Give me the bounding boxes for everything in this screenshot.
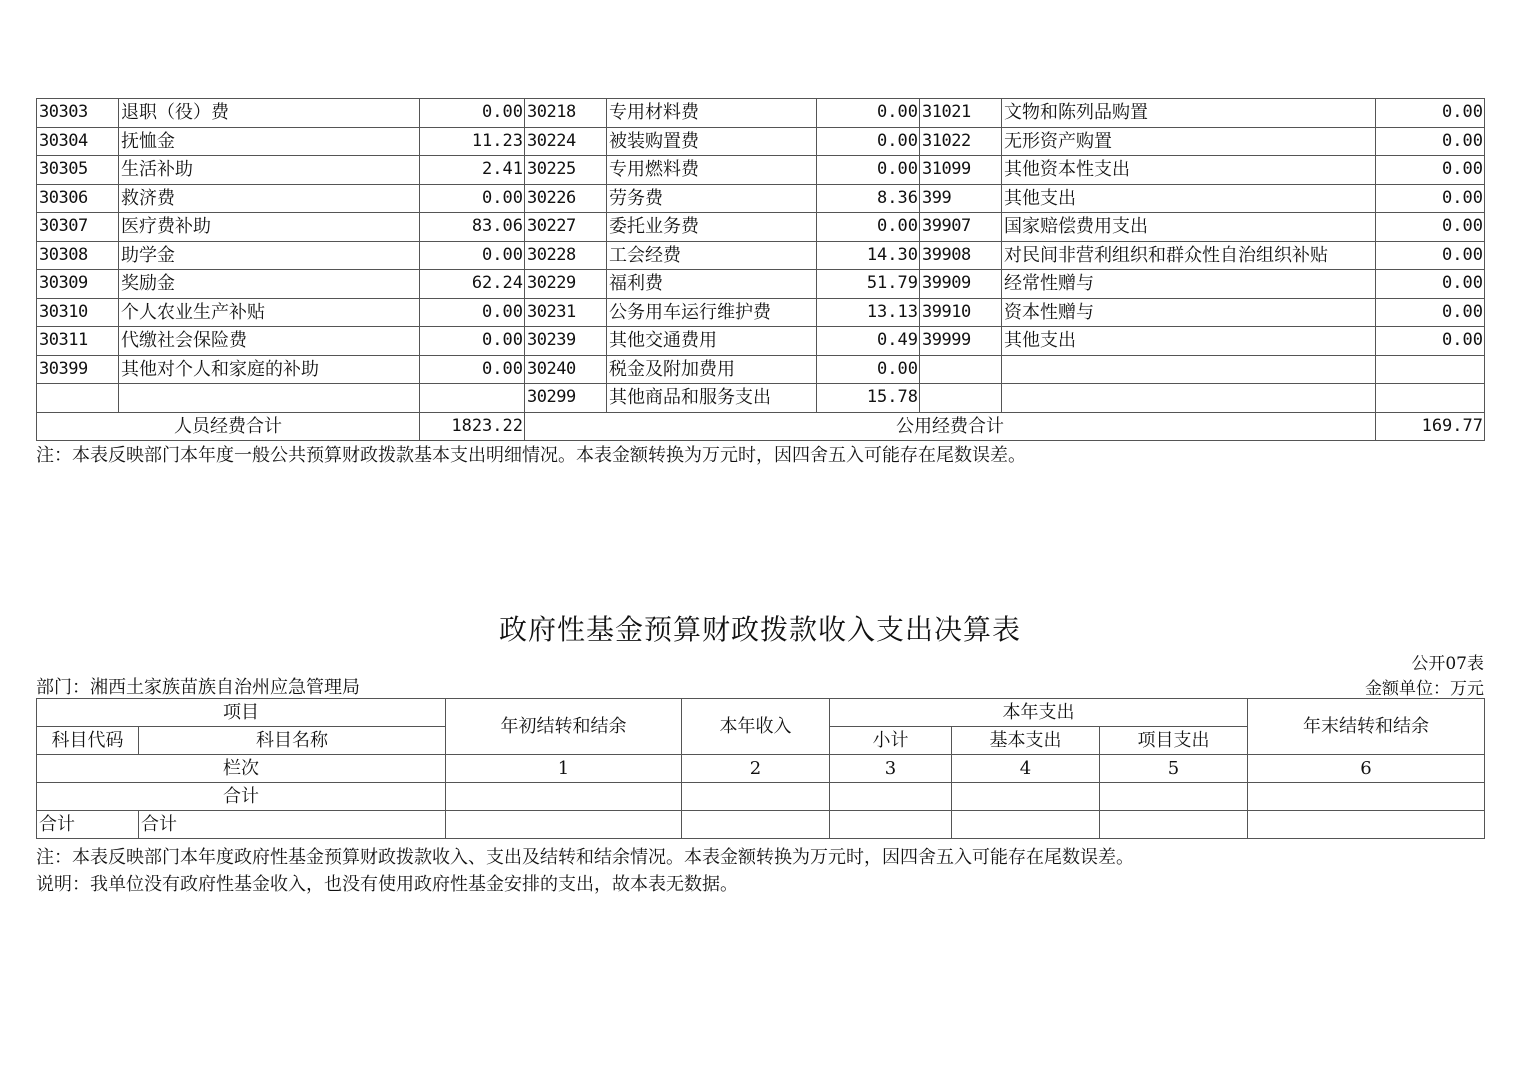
col-num: 1	[446, 755, 682, 783]
public-item: 劳务费	[607, 184, 817, 213]
public-amount: 0.00	[817, 355, 920, 384]
public-item: 被装购置费	[607, 127, 817, 156]
capital-code: 399	[920, 184, 1002, 213]
capital-code: 31022	[920, 127, 1002, 156]
capital-code	[920, 355, 1002, 384]
table-row	[37, 355, 1485, 384]
header-subtotal: 小计	[830, 727, 952, 755]
empty-cell	[1100, 811, 1248, 839]
capital-amount: 0.00	[1376, 156, 1485, 185]
page-title: 政府性基金预算财政拨款收入支出决算表	[498, 613, 1021, 646]
public-amount: 0.00	[817, 156, 920, 185]
public-code: 30239	[525, 327, 607, 356]
total-label: 合计	[37, 783, 446, 811]
table-row	[37, 99, 1485, 128]
empty-cell	[446, 811, 682, 839]
header-basic: 基本支出	[952, 727, 1100, 755]
table-row	[37, 384, 1485, 413]
capital-item	[1002, 355, 1376, 384]
header-end-balance: 年末结转和结余	[1248, 699, 1485, 755]
empty-cell	[1248, 783, 1485, 811]
public-amount: 0.00	[817, 127, 920, 156]
capital-amount: 0.00	[1376, 241, 1485, 270]
header-begin-balance: 年初结转和结余	[446, 699, 682, 755]
personnel-amount: 0.00	[420, 298, 525, 327]
public-item: 其他交通费用	[607, 327, 817, 356]
capital-item: 无形资产购置	[1002, 127, 1376, 156]
capital-item: 对民间非营利组织和群众性自治组织补贴	[1002, 241, 1376, 270]
column-label: 栏次	[37, 755, 446, 783]
capital-item: 经常性赠与	[1002, 270, 1376, 299]
capital-amount	[1376, 384, 1485, 413]
capital-amount: 0.00	[1376, 270, 1485, 299]
header-item: 项目	[37, 699, 446, 727]
empty-cell	[682, 783, 830, 811]
capital-item: 文物和陈列品购置	[1002, 99, 1376, 128]
government-fund-table	[36, 698, 1485, 839]
personnel-item: 代缴社会保险费	[119, 327, 420, 356]
personnel-item: 抚恤金	[119, 127, 420, 156]
table-row	[37, 127, 1485, 156]
personnel-amount: 2.41	[420, 156, 525, 185]
table1-note: 注：本表反映部门本年度一般公共预算财政拨款基本支出明细情况。本表金额转换为万元时，因四舍五入可能存在尾数误差。	[36, 445, 1026, 466]
personnel-code: 30304	[37, 127, 119, 156]
personnel-amount	[420, 384, 525, 413]
personnel-amount: 11.23	[420, 127, 525, 156]
personnel-amount: 0.00	[420, 99, 525, 128]
public-code: 30228	[525, 241, 607, 270]
capital-item	[1002, 384, 1376, 413]
personnel-amount: 0.00	[420, 241, 525, 270]
personnel-code: 30311	[37, 327, 119, 356]
header-expense: 本年支出	[830, 699, 1248, 727]
public-amount: 15.78	[817, 384, 920, 413]
public-code: 30226	[525, 184, 607, 213]
personnel-item: 个人农业生产补贴	[119, 298, 420, 327]
capital-code: 39910	[920, 298, 1002, 327]
personnel-item: 奖励金	[119, 270, 420, 299]
public-item: 公务用车运行维护费	[607, 298, 817, 327]
public-code: 30231	[525, 298, 607, 327]
personnel-total-value: 1823.22	[420, 412, 525, 441]
personnel-total-label: 人员经费合计	[37, 412, 420, 441]
capital-code: 31021	[920, 99, 1002, 128]
capital-item: 其他支出	[1002, 184, 1376, 213]
public-amount: 51.79	[817, 270, 920, 299]
table2-note: 注：本表反映部门本年度政府性基金预算财政拨款收入、支出及结转和结余情况。本表金额转换为万元时，因四舍五入可能存在尾数误差。	[36, 847, 1134, 868]
table-row	[37, 184, 1485, 213]
public-code: 30218	[525, 99, 607, 128]
capital-amount: 0.00	[1376, 99, 1485, 128]
capital-item: 其他支出	[1002, 327, 1376, 356]
empty-cell	[830, 811, 952, 839]
col-num: 4	[952, 755, 1100, 783]
personnel-item: 其他对个人和家庭的补助	[119, 355, 420, 384]
public-item: 委托业务费	[607, 213, 817, 242]
table-row	[37, 213, 1485, 242]
public-code: 30299	[525, 384, 607, 413]
personnel-amount: 0.00	[420, 327, 525, 356]
capital-item: 资本性赠与	[1002, 298, 1376, 327]
header-name: 科目名称	[139, 727, 446, 755]
capital-code: 39999	[920, 327, 1002, 356]
personnel-item: 救济费	[119, 184, 420, 213]
public-amount: 0.00	[817, 99, 920, 128]
explanation-note: 说明：我单位没有政府性基金收入，也没有使用政府性基金安排的支出，故本表无数据。	[36, 874, 738, 895]
capital-code	[920, 384, 1002, 413]
public-item: 税金及附加费用	[607, 355, 817, 384]
col-num: 6	[1248, 755, 1485, 783]
capital-code: 39907	[920, 213, 1002, 242]
public-item: 专用燃料费	[607, 156, 817, 185]
table-row	[37, 270, 1485, 299]
table-row	[37, 298, 1485, 327]
capital-amount: 0.00	[1376, 213, 1485, 242]
amount-unit: 金额单位：万元	[1365, 679, 1484, 699]
capital-amount: 0.00	[1376, 298, 1485, 327]
empty-cell	[1100, 783, 1248, 811]
row-code: 合计	[37, 811, 139, 839]
capital-item: 国家赔偿费用支出	[1002, 213, 1376, 242]
personnel-code: 30307	[37, 213, 119, 242]
personnel-code: 30303	[37, 99, 119, 128]
empty-cell	[952, 783, 1100, 811]
capital-amount: 0.00	[1376, 184, 1485, 213]
capital-code: 39909	[920, 270, 1002, 299]
capital-amount	[1376, 355, 1485, 384]
personnel-amount: 62.24	[420, 270, 525, 299]
capital-code: 31099	[920, 156, 1002, 185]
personnel-item: 助学金	[119, 241, 420, 270]
empty-cell	[830, 783, 952, 811]
public-amount: 14.30	[817, 241, 920, 270]
totals-row	[37, 412, 1485, 441]
personnel-code: 30310	[37, 298, 119, 327]
public-amount: 0.00	[817, 213, 920, 242]
public-total-value: 169.77	[1376, 412, 1485, 441]
department-label: 部门：湘西土家族苗族自治州应急管理局	[36, 677, 360, 698]
empty-cell	[952, 811, 1100, 839]
public-amount: 0.49	[817, 327, 920, 356]
header-project: 项目支出	[1100, 727, 1248, 755]
personnel-item: 医疗费补助	[119, 213, 420, 242]
personnel-item	[119, 384, 420, 413]
personnel-code: 30306	[37, 184, 119, 213]
personnel-code: 30308	[37, 241, 119, 270]
public-code: 30229	[525, 270, 607, 299]
personnel-code: 30305	[37, 156, 119, 185]
empty-cell	[1248, 811, 1485, 839]
personnel-amount: 83.06	[420, 213, 525, 242]
public-code: 30225	[525, 156, 607, 185]
col-num: 5	[1100, 755, 1248, 783]
col-num: 2	[682, 755, 830, 783]
personnel-code	[37, 384, 119, 413]
personnel-item: 生活补助	[119, 156, 420, 185]
empty-cell	[446, 783, 682, 811]
public-item: 工会经费	[607, 241, 817, 270]
header-income: 本年收入	[682, 699, 830, 755]
public-code: 30227	[525, 213, 607, 242]
public-code: 30240	[525, 355, 607, 384]
capital-amount: 0.00	[1376, 327, 1485, 356]
personnel-item: 退职（役）费	[119, 99, 420, 128]
basic-expenditure-detail-table	[36, 98, 1485, 441]
public-item: 其他商品和服务支出	[607, 384, 817, 413]
public-amount: 13.13	[817, 298, 920, 327]
personnel-code: 30399	[37, 355, 119, 384]
personnel-amount: 0.00	[420, 184, 525, 213]
table-row	[37, 156, 1485, 185]
table-row	[37, 241, 1485, 270]
capital-item: 其他资本性支出	[1002, 156, 1376, 185]
capital-code: 39908	[920, 241, 1002, 270]
personnel-amount: 0.00	[420, 355, 525, 384]
public-item: 福利费	[607, 270, 817, 299]
public-total-label: 公用经费合计	[525, 412, 1376, 441]
table-number: 公开07表	[1411, 654, 1484, 674]
public-code: 30224	[525, 127, 607, 156]
public-amount: 8.36	[817, 184, 920, 213]
col-num: 3	[830, 755, 952, 783]
public-item: 专用材料费	[607, 99, 817, 128]
empty-cell	[682, 811, 830, 839]
header-code: 科目代码	[37, 727, 139, 755]
personnel-code: 30309	[37, 270, 119, 299]
table-row	[37, 327, 1485, 356]
capital-amount: 0.00	[1376, 127, 1485, 156]
row-name: 合计	[139, 811, 446, 839]
